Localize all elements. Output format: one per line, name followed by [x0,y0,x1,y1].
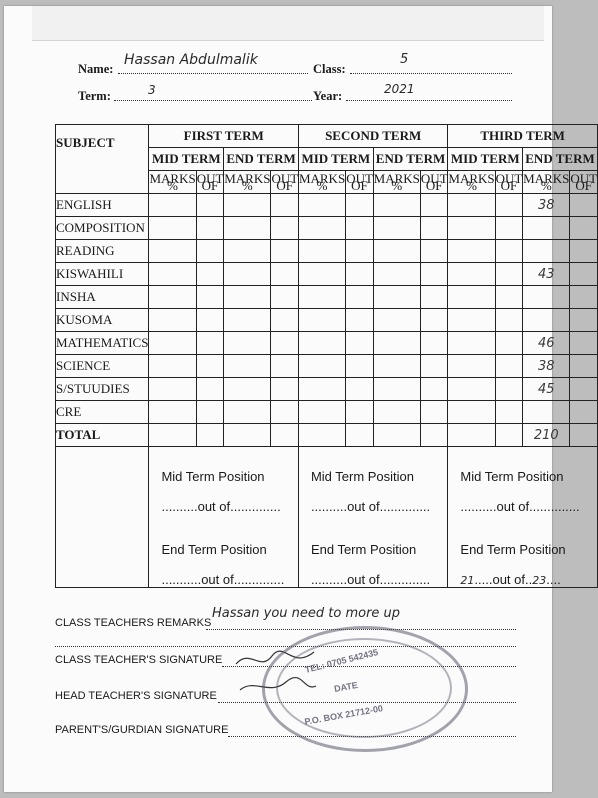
mark-cell [570,378,597,401]
subject-name: CRE [56,401,149,424]
mark-cell [224,240,271,263]
mark-cell [196,286,223,309]
subject-row [56,355,598,378]
mark-cell [420,217,447,240]
mark-cell [346,217,373,240]
mark-cell [420,401,447,424]
mark-cell [373,378,420,401]
mark-cell [298,378,345,401]
second-term-header: SECOND TERM [298,125,447,148]
mark-cell [570,194,597,217]
mark-cell [570,263,597,286]
mark-cell [271,355,298,378]
mark-cell [149,309,196,332]
subject-name: KUSOMA [56,309,149,332]
class-teacher-remarks-label: CLASS TEACHERS REMARKS [55,617,212,629]
mark-cell [224,286,271,309]
mark-cell [495,378,522,401]
year-value: 2021 [384,82,415,96]
head-teacher-signature-label: HEAD TEACHER'S SIGNATURE [55,690,217,702]
mark-cell [373,194,420,217]
mark-cell [271,378,298,401]
first-term-header: FIRST TERM [149,125,298,148]
mark-cell [448,263,495,286]
subject-row [56,286,598,309]
mark-cell [448,378,495,401]
mark-cell [420,355,447,378]
mark-cell [570,309,597,332]
subject-name: SCIENCE [56,355,149,378]
subject-name: ENGLISH [56,194,149,217]
mark-cell [570,401,597,424]
mark-cell [495,332,522,355]
mark-cell [448,401,495,424]
mark-cell [149,378,196,401]
mark-cell [346,240,373,263]
mark-cell [346,332,373,355]
mark-cell [346,309,373,332]
mark-cell [420,286,447,309]
mark-cell [271,286,298,309]
t2-mid-header: MID TERM [298,148,373,171]
subject-row [56,194,598,217]
third-term-end-mark [523,286,570,309]
mark-cell [373,424,420,447]
mark-cell [373,263,420,286]
third-term-end-mark: 46 [523,332,570,355]
out-of-header: OUT OF [570,171,598,193]
subject-row [56,217,598,240]
subject-row [56,424,598,447]
position-blank-cell [56,447,149,588]
subject-name: KISWAHILI [56,263,149,286]
third-term-end-mark: 38 [523,355,570,378]
mark-cell [373,309,420,332]
term-value: 3 [148,83,156,97]
subject-row [56,378,598,401]
mark-cell [271,424,298,447]
year-line [346,100,512,101]
marks-percent-header: MARKS % [298,171,346,193]
subject-name: TOTAL [56,424,149,447]
mark-cell [149,240,196,263]
mark-cell [298,401,345,424]
mark-cell [298,286,345,309]
mark-cell [149,263,196,286]
mark-cell [149,355,196,378]
mark-cell [448,286,495,309]
mark-cell [298,217,345,240]
t3-mid-header: MID TERM [448,148,523,171]
mark-cell [271,401,298,424]
subject-name: READING [56,240,149,263]
class-line [350,73,512,74]
subject-row [56,263,598,286]
third-term-positions: Mid Term Position ..........out of.............. End Term Position 21.....out of..23.... [448,447,597,588]
name-value: Hassan Abdulmalik [124,52,258,68]
mark-cell [298,424,345,447]
folded-top-edge [32,6,544,41]
mark-cell [149,217,196,240]
mark-cell [224,194,271,217]
mark-cell [570,355,597,378]
mark-cell [298,263,345,286]
mark-cell [495,355,522,378]
mark-cell [495,424,522,447]
t3-end-header: END TERM [523,148,598,171]
mark-cell [224,332,271,355]
term-line [114,100,312,101]
third-term-end-mark [523,240,570,263]
mark-cell [448,194,495,217]
mark-cell [196,309,223,332]
mark-cell [448,355,495,378]
stamp-line-2: DATE [333,680,359,694]
mark-cell [570,332,597,355]
third-term-end-mark: 38 [523,194,570,217]
mark-cell [271,332,298,355]
out-of-header: OUT OF [495,171,523,193]
mark-cell [196,332,223,355]
mark-cell [298,194,345,217]
mark-cell [271,240,298,263]
mark-cell [149,332,196,355]
subject-header: SUBJECT [56,125,149,194]
mark-cell [196,355,223,378]
out-of-header: OUT OF [196,171,224,193]
mark-cell [224,217,271,240]
out-of-header: OUT OF [346,171,373,193]
out-of-header: OUT OF [271,171,299,193]
mark-cell [448,217,495,240]
mark-cell [420,378,447,401]
mark-cell [570,286,597,309]
mark-cell [224,355,271,378]
mark-cell [271,194,298,217]
mark-cell [420,424,447,447]
mark-cell [271,263,298,286]
mark-cell [570,424,597,447]
marks-percent-header: MARKS % [373,171,420,193]
third-term-end-mark: 210 [523,424,570,447]
mark-cell [448,240,495,263]
mark-cell [495,194,522,217]
stamp-line-3: P.O. BOX 21712-00 [303,703,384,727]
mark-cell [346,424,373,447]
third-term-end-mark: 45 [523,378,570,401]
mark-cell [149,286,196,309]
subject-row [56,332,598,355]
mark-cell [448,424,495,447]
parent-signature-label: PARENT'S/GURDIAN SIGNATURE [55,724,229,736]
class-label: Class: [313,62,346,76]
mark-cell [149,194,196,217]
mark-cell [346,401,373,424]
subject-row [56,240,598,263]
marks-percent-header: MARKS % [149,171,196,193]
subject-name: COMPOSITION [56,217,149,240]
class-teacher-signature-label: CLASS TEACHER'S SIGNATURE [55,654,223,666]
class-value: 5 [400,52,409,67]
third-term-end-mark [523,217,570,240]
marks-percent-header: MARKS % [523,171,570,193]
mark-cell [495,401,522,424]
t2-end-header: END TERM [373,148,448,171]
third-term-header: THIRD TERM [448,125,597,148]
mark-cell [149,424,196,447]
mark-cell [373,332,420,355]
mark-cell [570,240,597,263]
mark-cell [346,355,373,378]
mark-cell [149,401,196,424]
mark-cell [196,263,223,286]
mark-cell [196,424,223,447]
mark-cell [373,401,420,424]
mark-cell [495,217,522,240]
subject-name: MATHEMATICS [56,332,149,355]
mark-cell [271,217,298,240]
mark-cell [373,355,420,378]
mark-cell [420,194,447,217]
mark-cell [373,217,420,240]
mark-cell [570,217,597,240]
t1-end-header: END TERM [224,148,299,171]
second-term-positions: Mid Term Position ..........out of.............. End Term Position ..........out of.............. [298,447,447,588]
mark-cell [224,263,271,286]
mark-cell [495,309,522,332]
subject-name: INSHA [56,286,149,309]
mark-cell [420,309,447,332]
mark-cell [298,355,345,378]
third-term-end-mark [523,309,570,332]
mark-cell [448,332,495,355]
third-term-end-mark: 43 [523,263,570,286]
mark-cell [373,240,420,263]
mark-cell [196,194,223,217]
year-label: Year: [313,89,343,103]
subject-row [56,309,598,332]
mark-cell [346,194,373,217]
mark-cell [373,286,420,309]
mark-cell [196,401,223,424]
class-teacher-remarks-value: Hassan you need to more up [212,606,401,621]
t1-mid-header: MID TERM [149,148,224,171]
mark-cell [495,286,522,309]
marks-percent-header: MARKS % [448,171,495,193]
third-term-end-mark [523,401,570,424]
mark-cell [420,332,447,355]
mark-cell [495,240,522,263]
mark-cell [196,240,223,263]
term-label: Term: [78,89,111,103]
mark-cell [224,401,271,424]
marks-table [55,124,598,588]
report-card-sheet [4,6,598,792]
mark-cell [298,240,345,263]
mark-cell [346,286,373,309]
mark-cell [495,263,522,286]
mark-cell [224,309,271,332]
mark-cell [346,378,373,401]
first-term-positions: Mid Term Position ..........out of.............. End Term Position ...........out of.............. [149,447,298,588]
subject-name: S/STUUDIES [56,378,149,401]
mark-cell [420,240,447,263]
out-of-header: OUT OF [420,171,448,193]
mark-cell [448,309,495,332]
mark-cell [196,217,223,240]
mark-cell [298,309,345,332]
mark-cell [196,378,223,401]
subject-row [56,401,598,424]
stamp-line-1: TEL: 0705 542435 [303,647,380,675]
mark-cell [224,378,271,401]
mark-cell [420,263,447,286]
mark-cell [346,263,373,286]
name-line [118,73,308,74]
mark-cell [224,424,271,447]
mark-cell [298,332,345,355]
marks-percent-header: MARKS % [224,171,271,193]
mark-cell [271,309,298,332]
name-label: Name: [78,62,114,76]
